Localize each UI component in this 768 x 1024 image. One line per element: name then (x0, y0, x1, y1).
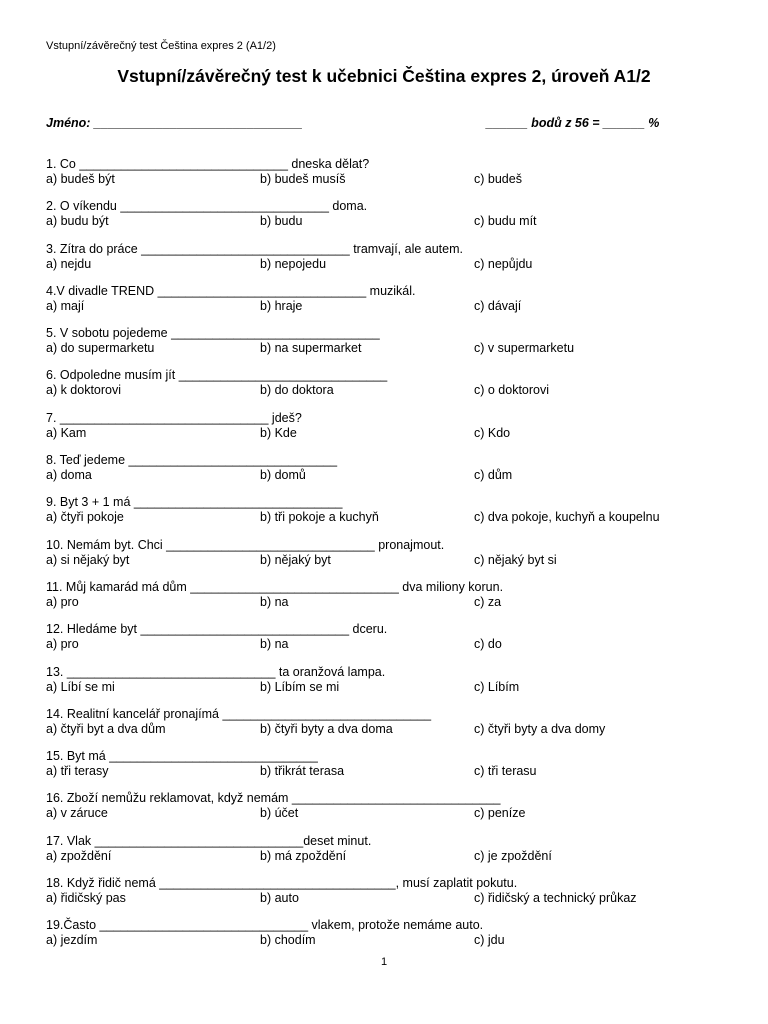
option-b: b) čtyři byty a dva doma (260, 721, 393, 736)
question-item (46, 665, 736, 707)
option-b: b) účet (260, 806, 299, 821)
option-a: a) budeš být (46, 172, 115, 186)
option-a: a) doma (46, 468, 92, 483)
question-item (46, 326, 736, 368)
question-item (46, 495, 736, 537)
question-item (46, 791, 736, 833)
option-b: b) na (260, 637, 289, 652)
option-a: a) do supermarketu (46, 341, 155, 356)
name-field-label: Jméno: ______________________________ (46, 116, 303, 130)
answer-options (46, 341, 736, 356)
option-a: a) si nějaký byt (46, 552, 130, 567)
option-a: a) v záruce (46, 806, 108, 821)
option-b: b) na (260, 594, 289, 609)
option-c: c) dům (474, 468, 513, 483)
question-stem: 6. Odpoledne musím jít ______________________________ (46, 368, 388, 383)
option-a: a) nejdu (46, 256, 92, 271)
answer-options (46, 933, 736, 948)
question-item (46, 749, 736, 791)
score-field-label: ______ bodů z 56 = ______ % (486, 116, 660, 130)
question-stem: 19.Často ______________________________ vlakem, protože nemáme auto. (46, 918, 484, 933)
option-b: b) třikrát terasa (260, 764, 345, 779)
question-stem: 13. ______________________________ ta oranžová lampa. (46, 664, 386, 679)
question-list (46, 157, 736, 961)
option-b: b) auto (260, 891, 299, 906)
option-c: c) budeš (474, 172, 522, 186)
option-b: b) budeš musíš (260, 172, 346, 186)
question-item (46, 834, 736, 876)
question-item (46, 918, 736, 960)
option-a: a) pro (46, 637, 79, 652)
answer-options (46, 680, 736, 695)
question-item (46, 876, 736, 918)
question-stem: 3. Zítra do práce ______________________________ tramvají, ale autem. (46, 241, 463, 256)
question-stem: 11. Můj kamarád má dům ______________________________ dva miliony korun. (46, 579, 504, 594)
option-c: c) do (474, 637, 502, 652)
option-a: a) mají (46, 298, 85, 313)
question-stem: 5. V sobotu pojedeme ______________________________ (46, 326, 380, 341)
option-a: a) pro (46, 594, 79, 609)
answer-options (46, 426, 736, 441)
option-c: c) čtyři byty a dva domy (474, 721, 606, 736)
question-item (46, 707, 736, 749)
page-title: Vstupní/závěrečný test k učebnici Čeština expres 2, úroveň A1/2 (117, 66, 651, 86)
answer-options (46, 553, 736, 568)
option-b: b) nějaký byt (260, 552, 331, 567)
question-item (46, 453, 736, 495)
question-stem: 2. O víkendu ______________________________ doma. (46, 199, 368, 214)
option-b: b) tři pokoje a kuchyň (260, 510, 379, 525)
question-stem: 18. Když řidič nemá __________________________________, musí zaplatit pokutu. (46, 876, 518, 891)
question-stem: 1. Co ______________________________ dneska dělat? (46, 157, 370, 171)
question-stem: 10. Nemám byt. Chci ______________________________ pronajmout. (46, 537, 445, 552)
question-stem: 4.V divadle TREND ______________________________ muzikál. (46, 283, 416, 298)
question-item (46, 368, 736, 410)
option-b: b) Líbím se mi (260, 679, 340, 694)
option-c: c) za (474, 594, 502, 609)
answer-options (46, 806, 736, 821)
question-stem: 16. Zboží nemůžu reklamovat, když nemám ______________________________ (46, 791, 501, 806)
answer-options (46, 257, 736, 272)
option-c: c) budu mít (474, 214, 537, 229)
option-a: a) k doktorovi (46, 383, 122, 398)
question-stem: 17. Vlak ______________________________deset minut. (46, 833, 372, 848)
option-c: c) dávají (474, 298, 522, 313)
running-header: Vstupní/závěrečný test Čeština expres 2 (A1/2) (46, 40, 276, 52)
answer-options (46, 722, 736, 737)
option-c: c) nepůjdu (474, 256, 533, 271)
answer-options (46, 637, 736, 652)
option-b: b) nepojedu (260, 256, 327, 271)
option-a: a) tři terasy (46, 764, 109, 779)
question-stem: 12. Hledáme byt ______________________________ dceru. (46, 622, 388, 637)
option-c: c) nějaký byt si (474, 552, 557, 567)
option-c: c) Líbím (474, 679, 520, 694)
option-a: a) Líbí se mi (46, 679, 115, 694)
question-item (46, 580, 736, 622)
option-b: b) domů (260, 468, 306, 483)
question-stem: 8. Teď jedeme ______________________________ (46, 453, 338, 468)
answer-options (46, 214, 736, 229)
question-stem: 9. Byt 3 + 1 má ______________________________ (46, 495, 343, 510)
question-item (46, 242, 736, 284)
option-c: c) v supermarketu (474, 341, 575, 356)
answer-options (46, 891, 736, 906)
option-c: c) je zpoždění (474, 848, 552, 863)
question-item (46, 411, 736, 453)
question-item (46, 284, 736, 326)
option-a: a) řidičský pas (46, 891, 126, 906)
page-number: 1 (380, 956, 388, 968)
answer-options (46, 299, 736, 314)
option-c: c) peníze (474, 806, 526, 821)
question-item (46, 538, 736, 580)
option-b: b) budu (260, 214, 303, 229)
answer-options (46, 468, 736, 483)
option-b: b) do doktora (260, 383, 334, 398)
answer-options (46, 383, 736, 398)
option-b: b) chodím (260, 933, 316, 948)
question-item (46, 622, 736, 664)
question-stem: 14. Realitní kancelář pronajímá ______________________________ (46, 706, 432, 721)
option-a: a) budu být (46, 214, 109, 229)
option-c: c) řidičský a technický průkaz (474, 891, 637, 906)
option-a: a) čtyři byt a dva dům (46, 721, 166, 736)
answer-options (46, 849, 736, 864)
option-c: c) Kdo (474, 425, 511, 440)
question-item (46, 157, 736, 199)
question-item (46, 199, 736, 241)
option-a: a) čtyři pokoje (46, 510, 124, 525)
option-c: c) jdu (474, 933, 505, 948)
option-b: b) má zpoždění (260, 848, 347, 863)
answer-options (46, 172, 736, 187)
question-stem: 15. Byt má ______________________________ (46, 749, 318, 764)
question-stem: 7. ______________________________ jdeš? (46, 410, 302, 425)
option-a: a) Kam (46, 425, 87, 440)
option-c: c) tři terasu (474, 764, 537, 779)
option-a: a) jezdím (46, 933, 98, 948)
option-a: a) zpoždění (46, 848, 112, 863)
option-c: c) o doktorovi (474, 383, 550, 398)
option-b: b) na supermarket (260, 341, 362, 356)
answer-options (46, 764, 736, 779)
option-c: c) dva pokoje, kuchyň a koupelnu (474, 510, 660, 525)
option-b: b) Kde (260, 425, 297, 440)
option-b: b) hraje (260, 298, 303, 313)
answer-options (46, 595, 736, 610)
answer-options (46, 510, 736, 525)
